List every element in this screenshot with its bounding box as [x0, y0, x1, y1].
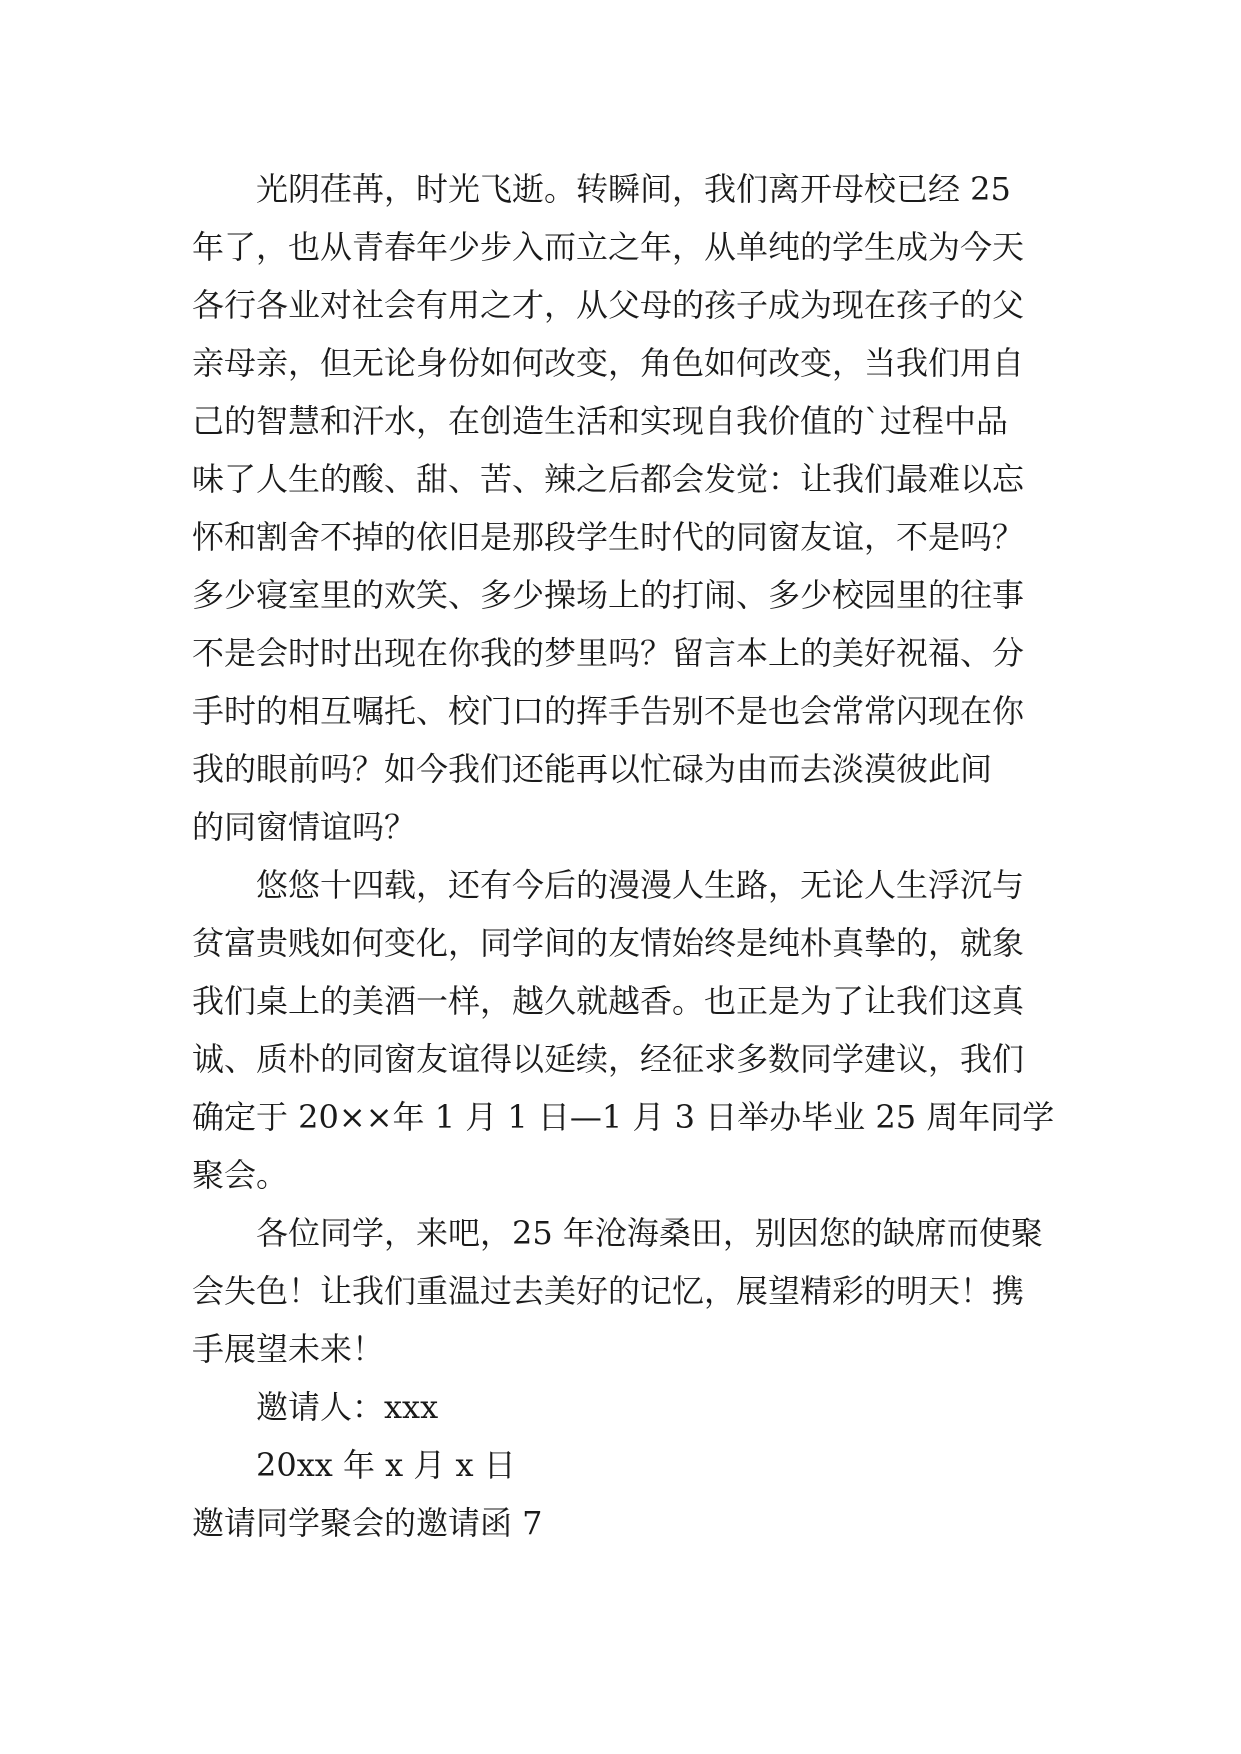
paragraph-1-line-10: 手时的相互嘱托、校门口的挥手告别不是也会常常闪现在你 [192, 692, 1025, 730]
paragraph-1-line-11: 我的眼前吗？如今我们还能再以忙碌为由而去淡漠彼此间 [192, 750, 993, 788]
paragraph-2-line-6: 聚会。 [192, 1156, 289, 1194]
paragraph-2-line-5: 确定于 20××年 1 月 1 日—1 月 3 日举办毕业 25 周年同学 [192, 1098, 1055, 1136]
paragraph-1-line-12: 的同窗情谊吗？ [192, 808, 417, 846]
paragraph-1-line-4: 亲母亲，但无论身份如何改变，角色如何改变，当我们用自 [192, 344, 1025, 382]
paragraph-1-line-8: 多少寝室里的欢笑、多少操场上的打闹、多少校园里的往事 [192, 576, 1025, 614]
inviter-line: 邀请人：xxx [256, 1388, 439, 1426]
paragraph-1-line-2: 年了，也从青春年少步入而立之年，从单纯的学生成为今天 [192, 228, 1025, 266]
paragraph-1-line-9: 不是会时时出现在你我的梦里吗？留言本上的美好祝福、分 [192, 634, 1025, 672]
paragraph-1-line-7: 怀和割舍不掉的依旧是那段学生时代的同窗友谊，不是吗？ [192, 518, 1025, 556]
paragraph-3-line-3: 手展望未来！ [192, 1330, 385, 1368]
paragraph-3-line-1: 各位同学，来吧，25 年沧海桑田，别因您的缺席而使聚 [256, 1214, 1043, 1252]
paragraph-3-line-2: 会失色！让我们重温过去美好的记忆，展望精彩的明天！携 [192, 1272, 1025, 1310]
paragraph-2-line-2: 贫富贵贱如何变化，同学间的友情始终是纯朴真挚的，就象 [192, 924, 1025, 962]
next-section-heading: 邀请同学聚会的邀请函 7 [192, 1504, 543, 1542]
paragraph-1-line-3: 各行各业对社会有用之才，从父母的孩子成为现在孩子的父 [192, 286, 1025, 324]
paragraph-2-line-1: 悠悠十四载，还有今后的漫漫人生路，无论人生浮沉与 [256, 866, 1025, 904]
date-line: 20xx 年 x 月 x 日 [256, 1446, 516, 1484]
paragraph-1-line-6: 味了人生的酸、甜、苦、辣之后都会发觉：让我们最难以忘 [192, 460, 1025, 498]
paragraph-2-line-3: 我们桌上的美酒一样，越久就越香。也正是为了让我们这真 [192, 982, 1025, 1020]
paragraph-1-line-5: 己的智慧和汗水，在创造生活和实现自我价值的`过程中品 [192, 402, 1009, 440]
letter-body [192, 160, 1072, 1552]
paragraph-1-line-1: 光阴荏苒，时光飞逝。转瞬间，我们离开母校已经 25 [256, 170, 1011, 208]
paragraph-2-line-4: 诚、质朴的同窗友谊得以延续，经征求多数同学建议，我们 [192, 1040, 1025, 1078]
